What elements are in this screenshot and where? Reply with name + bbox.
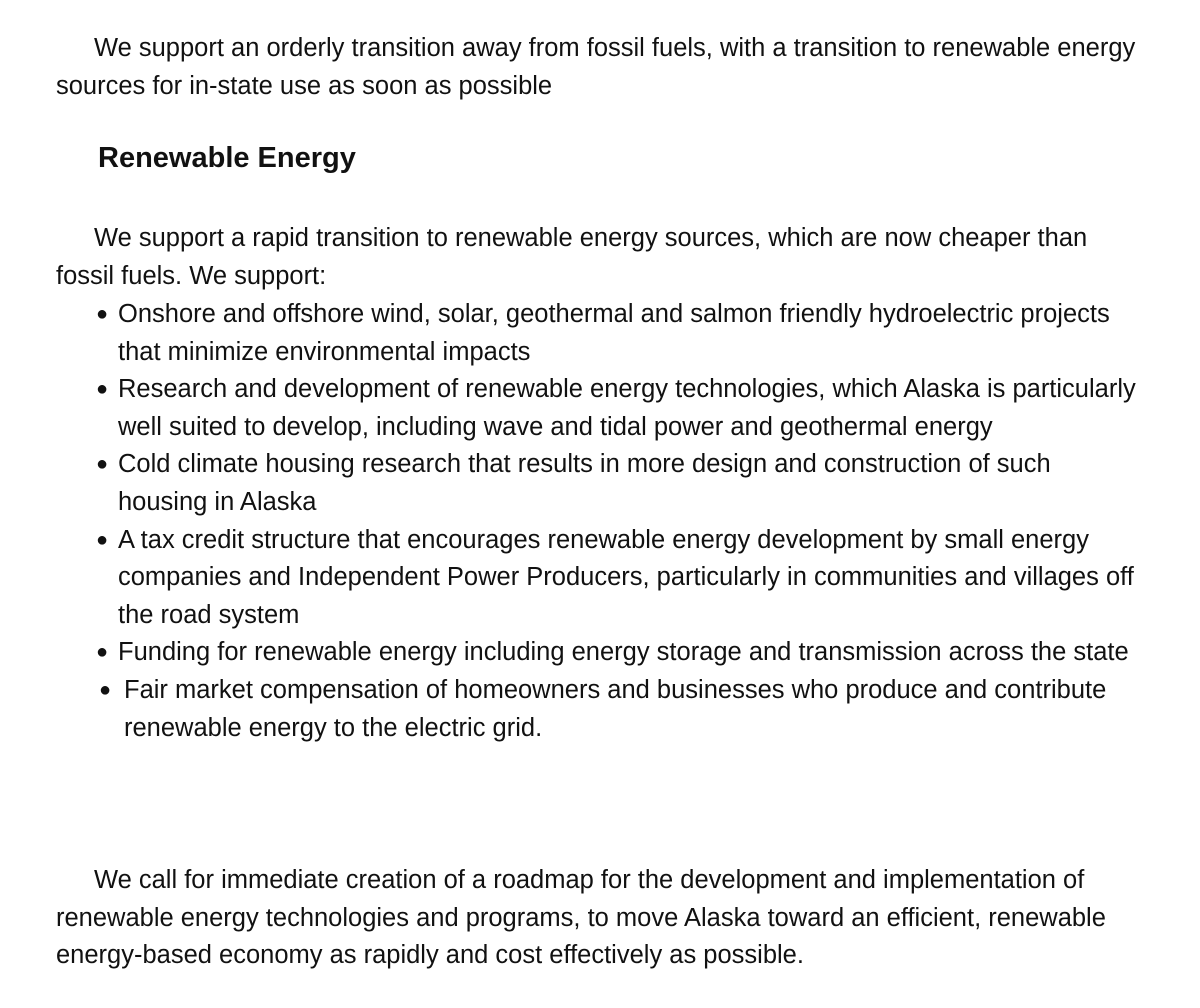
bullet-icon: ● (96, 641, 109, 664)
list-item-text: Onshore and offshore wind, solar, geothermal and salmon friendly hydroelectric projects that minimize environmental impacts (118, 300, 1110, 366)
list-item (96, 634, 1136, 672)
list-item-text: Fair market compensation of homeowners and businesses who produce and contribute renewable energy to the electric grid. (124, 675, 1107, 742)
bullet-icon: ● (99, 678, 112, 701)
bullet-list (96, 296, 1136, 747)
closing-paragraph: We call for immediate creation of a roadmap for the development and implementation of renewable energy technologies and programs, to move Alaska toward an efficient, renewable energy-based economy as rapidly and cost effectively as possible. (56, 866, 1106, 970)
bullet-icon: ● (96, 378, 109, 401)
list-item (96, 371, 1136, 446)
list-item-text: Research and development of renewable energy technologies, which Alaska is particularly well suited to develop, including wave and tidal power and geothermal energy (118, 375, 1136, 441)
lead-paragraph: We support a rapid transition to renewable energy sources, which are now cheaper than fossil fuels. We support: (56, 224, 1088, 290)
list-item-text: A tax credit structure that encourages renewable energy development by small energy companies and Independent Power Producers, particularly in communities and villages off the road system (118, 525, 1134, 629)
list-item-text: Funding for renewable energy including energy storage and transmission across the state (118, 638, 1129, 667)
bullet-icon: ● (96, 528, 109, 551)
list-item (99, 672, 1139, 747)
bullet-icon: ● (96, 303, 109, 325)
list-item (96, 446, 1136, 521)
bullet-icon: ● (96, 453, 109, 476)
section-heading: Renewable Energy (98, 142, 356, 174)
list-item (96, 296, 1136, 371)
intro-paragraph: We support an orderly transition away from fossil fuels, with a transition to renewable energy sources for in-state use as soon as possible (56, 34, 1136, 100)
list-item-text: Cold climate housing research that results in more design and construction of such housing in Alaska (118, 450, 1051, 516)
list-item (96, 522, 1136, 635)
